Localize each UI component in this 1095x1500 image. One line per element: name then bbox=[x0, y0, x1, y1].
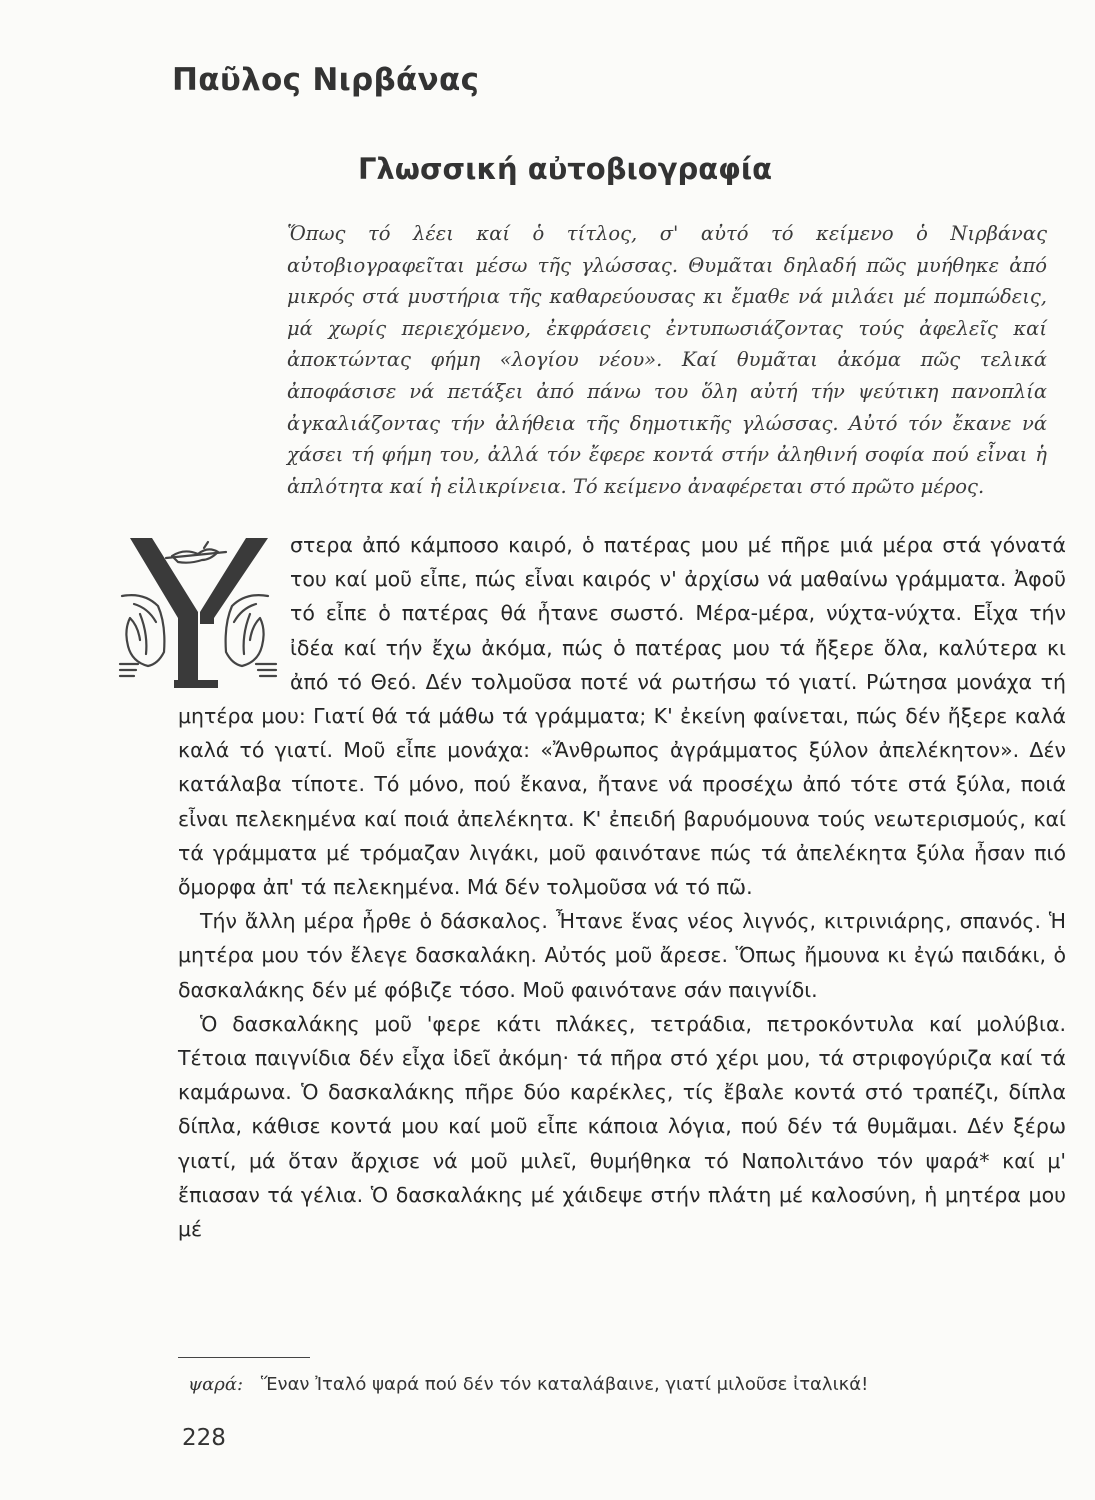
footnote bbox=[188, 1374, 1058, 1395]
page-number: 228 bbox=[182, 1425, 226, 1451]
intro-paragraph: Ὅπως τό λέει καί ὁ τίτλος, σ' αὐτό τό κείμενο ὁ Νιρβάνας αὐτοβιογραφεῖται μέσω τῆς γλώσσας. Θυμᾶται δηλαδή πῶς μυήθηκε ἀπό μικρός στά μυστήρια τῆς καθαρεύουσας κι ἔμαθε νά μιλάει μέ πομπώδεις, μά χωρίς περιεχόμενο, ἐκφράσεις ἐντυπωσιάζοντας τούς ἀφελεῖς καί ἀποκτώντας φήμη «λογίου νέου». Καί θυμᾶται ἀκόμα πῶς τελικά ἀποφάσισε νά πετάξει ἀπό πάνω του ὅλη αὐτή τήν ψεύτικη πανοπλία ἀγκαλιάζοντας τήν ἀλήθεια τῆς δημοτικῆς γλώσσας. Αὐτό τόν ἔκανε νά χάσει τή φήμη του, ἀλλά τόν ἔφερε κοντά στήν ἀληθινή σοφία πού εἶναι ἡ ἁπλότητα καί ἡ εἰλικρίνεια. Τό κείμενο ἀναφέρεται στό πρῶτο μέρος. bbox=[287, 222, 1047, 498]
body-paragraph: Τήν ἄλλη μέρα ἦρθε ὁ δάσκαλος. Ἦτανε ἕνας νέος λιγνός, κιτρινιάρης, σπανός. Ἡ μητέρα μου τόν ἔλεγε δασκαλάκη. Αὐτός μοῦ ἄρεσε. Ὅπως ἤμουνα κι ἐγώ παιδάκι, ὁ δασκαλάκης δέν μέ φόβιζε τόσο. Μοῦ φαινότανε σάν παιγνίδι. bbox=[178, 909, 1066, 1002]
footnote-divider bbox=[178, 1357, 310, 1358]
paragraph-text: στερα ἀπό κάμποσο καιρό, ὁ πατέρας μου μέ πῆρε μιά μέρα στά γόνατά του καί μοῦ εἶπε, πώς εἶναι καιρός ν' ἀρχίσω νά μαθαίνω γράμματα. Ἀφοῦ τό εἶπε ὁ πατέρας θά ἦτανε σωστό. Μέρα-μέρα, νύχτα-νύχτα. Εἶχα τήν ἰδέα καί τήν ἔχω ἀκόμα, πώς ὁ πατέρας μου τά ἤξερε ὅλα, καλύτερα κι ἀπό τό Θεό. Δέν τολμοῦσα ποτέ νά ρωτήσω τό γιατί. Ρώτησα μονάχα τή μητέρα μου: Γιατί θά τά μάθω τά γράμματα; Κ' ἐκείνη φαίνεται, πώς δέν ἤξερε καλά καλά τό γιατί. Μοῦ εἶπε μονάχα: «Ἄνθρωπος ἀγράμματος ξύλον ἀπελέκητον». Δέν κατάλαβα τίποτε. Τό μόνο, πού ἔκανα, ἤτανε νά προσέχω ἀπό τότε στά ξύλα, ποιά εἶναι πελεκημένα καί ποιά ἀπελέκητα. Κ' ἐπειδή βαρυόμουνα τούς νεωτερισμούς, καί τά γράμματα μέ τρόμαζαν λιγάκι, μοῦ φαινότανε πώς τά ἀπελέκητα ξύλα ἦσαν πιό ὄμορφα ἀπ' τά πελεκημένα. Μά δέν τολμοῦσα νά τό πῶ. bbox=[178, 533, 1066, 900]
body-paragraph bbox=[178, 528, 1066, 904]
body-paragraph: Ὁ δασκαλάκης μοῦ 'φερε κάτι πλάκες, τετράδια, πετροκόντυλα καί μολύβια. Τέτοια παιγνίδια δέν εἶχα ἰδεῖ ἀκόμη· τά πῆρα στό χέρι μου, τά στριφογύριζα καί τά καμάρωνα. Ὁ δασκαλάκης πῆρε δύο καρέκλες, τίς ἔβαλε κοντά στό τραπέζι, δίπλα δίπλα, κάθισε κοντά μου καί μοῦ εἶπε κάποια λόγια, πού δέν τά θυμᾶμαι. Δέν ξέρω γιατί, μά ὅταν ἄρχισε νά μοῦ μιλεῖ, θυμήθηκα τό Ναπολιτάνο τόν ψαρά* καί μ' ἔπιασαν τά γέλια. Ὁ δασκαλάκης μέ χάιδεψε στήν πλάτη μέ καλοσύνη, ἡ μητέρα μου μέ bbox=[178, 1011, 1066, 1242]
footnote-term: ψαρά: bbox=[188, 1374, 244, 1395]
footnote-text: Ἕναν Ἰταλό ψαρά πού δέν τόν καταλάβαινε, γιατί μιλοῦσε ἰταλικά! bbox=[260, 1374, 869, 1395]
body-text bbox=[178, 528, 1066, 1246]
chapter-title: Γλωσσική αὐτοβιογραφία bbox=[357, 152, 773, 186]
drop-cap-space bbox=[178, 530, 290, 698]
author-name: Παῦλος Νιρβάνας bbox=[172, 62, 480, 98]
